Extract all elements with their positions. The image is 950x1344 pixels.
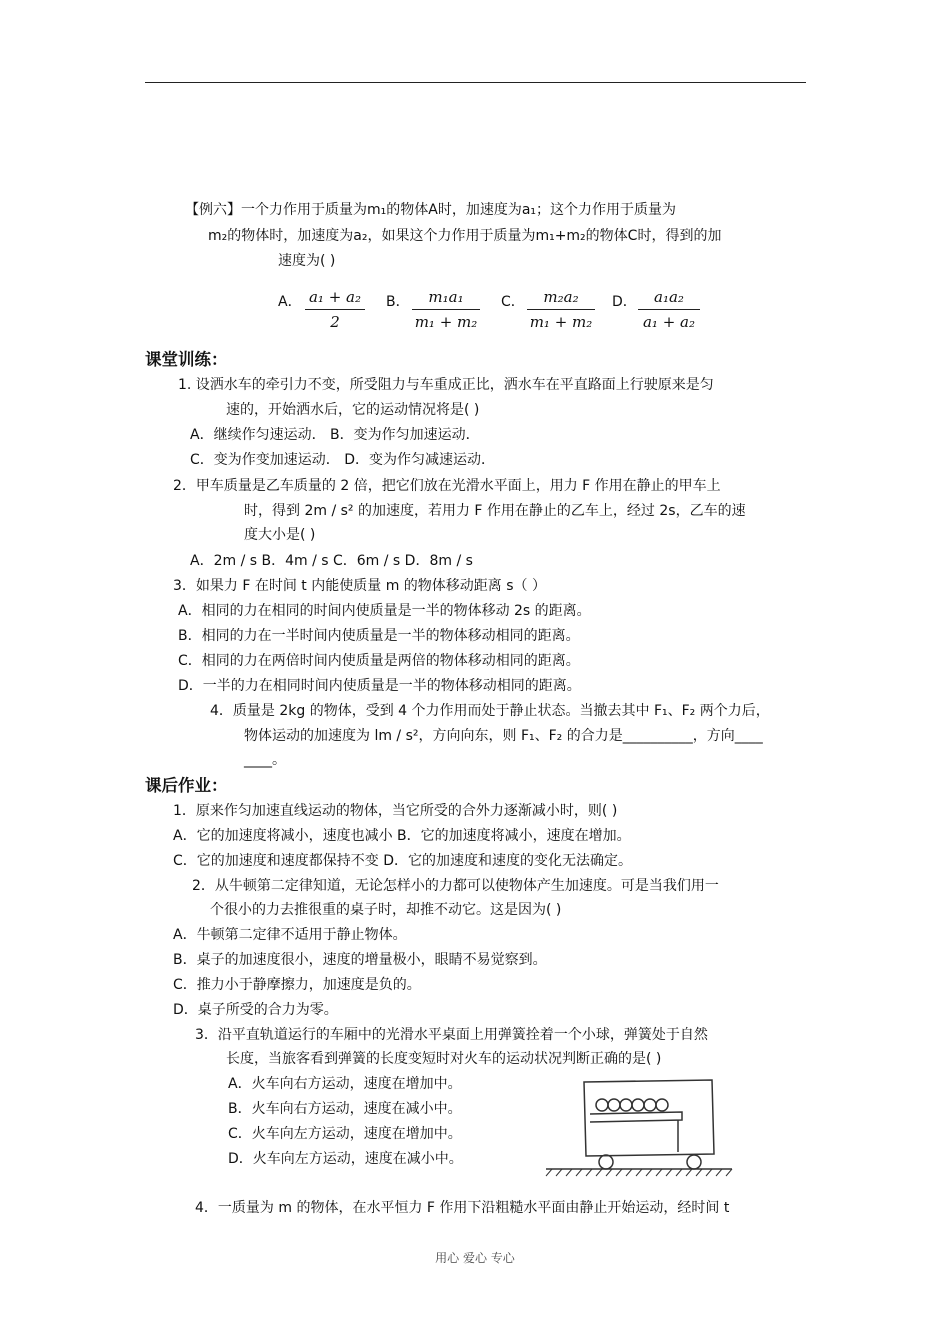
example6-line3: 速度为( ) [278,253,336,269]
fraction-bar [527,309,595,310]
homework-q3-line1: 3．沿平直轨道运行的车厢中的光滑水平桌面上用弹簧拴着一个小球，弹簧处于自然 [195,1027,708,1043]
example6-line2: m₂的物体时，加速度为a₂，如果这个力作用于质量为m₁+m₂的物体C时，得到的加 [208,228,722,244]
class-q3-option-c: C．相同的力在两倍时间内使质量是两倍的物体移动相同的距离。 [178,653,580,669]
option-b-fraction [412,286,480,333]
class-q2-options: A．2m / s B．4m / s C．6m / s D．8m / s [190,553,473,569]
option-d-numerator: a₁a₂ [654,288,684,306]
section-heading-homework: 课后作业： [145,776,228,795]
homework-q4-line1: 4．一质量为 m 的物体，在水平恒力 F 作用下沿粗糙水平面由静止开始运动，经时间 t [195,1200,730,1216]
class-q3-option-a: A．相同的力在相同的时间内使质量是一半的物体移动 2s 的距离。 [178,603,591,619]
option-b-numerator: m₁a₁ [428,288,464,306]
homework-q2-line1: 2．从牛顿第二定律知道，无论怎样小的力都可以使物体产生加速度。可是当我们用一 [192,878,719,894]
class-q3-option-b: B．相同的力在一半时间内使质量是一半的物体移动相同的距离。 [178,628,580,644]
class-q2-line3: 度大小是( ) [244,527,316,543]
fraction-bar [638,309,700,310]
header-rule [145,82,806,83]
homework-q3-option-c: C．火车向左方运动，速度在增加中。 [228,1126,462,1142]
option-c-label: C． [501,294,525,310]
class-q1-options-cd: C．变为作变加速运动． D．变为作匀减速运动． [190,452,496,468]
homework-q3-option-a: A．火车向右方运动，速度在增加中。 [228,1076,462,1092]
homework-q2-option-c: C．推力小于静摩擦力，加速度是负的。 [173,977,421,993]
option-c-denominator: m₁ + m₂ [529,313,593,331]
example6-line1: 【例六】一个力作用于质量为m₁的物体A时，加速度为a₁；这个力作用于质量为 [185,202,677,218]
option-a-denominator: 2 [330,313,340,331]
class-q3-stem: 3．如果力 F 在时间 t 内能使质量 m 的物体移动距离 s（ ） [173,578,546,594]
class-q2-line1: 2．甲车质量是乙车质量的 2 倍，把它们放在光滑水平面上，用力 F 作用在静止的甲车上 [173,478,721,494]
option-b-label: B． [386,294,410,310]
class-q1-line2: 速的，开始洒水后，它的运动情况将是( ) [226,402,480,418]
page-footer: 用心 爱心 专心 [435,1251,515,1265]
class-q1-line1: 1. 设洒水车的牵引力不变，所受阻力与车重成正比，洒水车在平直路面上行驶原来是匀 [178,377,714,393]
homework-q2-option-d: D．桌子所受的合力为零。 [173,1002,338,1018]
homework-q2-option-a: A．牛顿第二定律不适用于静止物体。 [173,927,407,943]
fraction-bar [305,309,365,310]
class-q1-options-ab: A．继续作匀速运动． B．变为作匀加速运动． [190,427,480,443]
option-d-denominator: a₁ + a₂ [642,313,696,331]
option-b-denominator: m₁ + m₂ [414,313,478,331]
homework-q1-options-cd: C．它的加速度和速度都保持不变 D．它的加速度和速度的变化无法确定。 [173,853,633,869]
homework-q1-stem: 1．原来作匀加速直线运动的物体，当它所受的合外力逐渐减小时，则( ) [173,803,618,819]
homework-q3-line2: 长度，当旅客看到弹簧的长度变短时对火车的运动状况判断正确的是( ) [226,1051,662,1067]
homework-q1-options-ab: A．它的加速度将减小，速度也减小 B．它的加速度将减小，速度在增加。 [173,828,631,844]
homework-q3-option-d: D．火车向左方运动，速度在减小中。 [228,1151,463,1167]
class-q4-line2: 物体运动的加速度为 lm / s²，方向向东，则 F₁、F₂ 的合力是__________，方向____ [244,728,763,744]
homework-q2-line2: 个很小的力去推很重的桌子时，却推不动它。这是因为( ) [210,902,562,918]
option-d-label: D． [612,294,637,310]
class-q2-line2: 时，得到 2m / s² 的加速度，若用力 F 作用在静止的乙车上，经过 2s，乙车的速 [244,503,746,519]
class-q3-option-d: D．一半的力在相同时间内使质量是一半的物体移动相同的距离。 [178,678,581,694]
option-a-numerator: a₁ + a₂ [308,288,362,306]
class-q4-line3: ____。 [244,752,286,768]
option-a-fraction [305,286,365,333]
section-heading-class-training: 课堂训练： [145,350,228,369]
homework-q2-option-b: B．桌子的加速度很小，速度的增量极小，眼睛不易觉察到。 [173,952,547,968]
train-car-figure [544,1076,740,1178]
option-c-numerator: m₂a₂ [543,288,579,306]
class-q4-line1: 4．质量是 2kg 的物体，受到 4 个力作用而处于静止状态。当撤去其中 F₁、F₂ 两个力后， [210,703,770,719]
option-d-fraction [638,286,700,333]
fraction-bar [412,309,480,310]
option-a-label: A． [278,294,302,310]
option-c-fraction [527,286,595,333]
homework-q3-option-b: B．火车向右方运动，速度在减小中。 [228,1101,462,1117]
